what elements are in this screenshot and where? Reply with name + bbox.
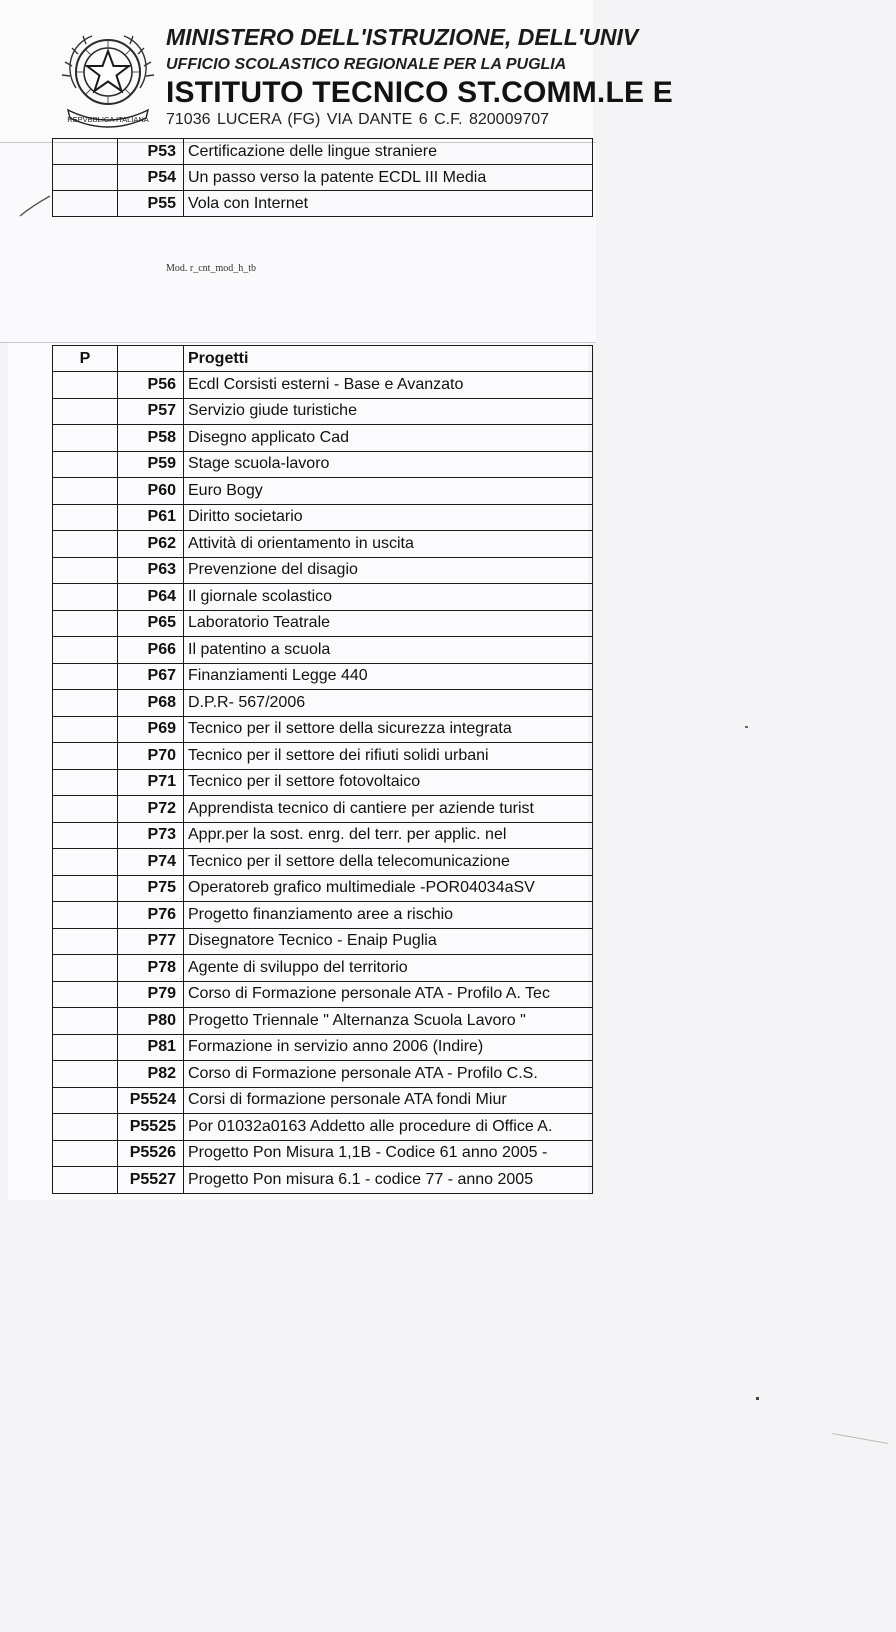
project-name: D.P.R- 567/2006	[184, 690, 593, 717]
projects-table	[52, 345, 593, 1194]
table-row	[53, 1008, 593, 1035]
row-blank-cell	[53, 981, 118, 1008]
project-code: P5525	[118, 1114, 184, 1141]
row-blank-cell	[53, 165, 118, 191]
table-row	[53, 398, 593, 425]
project-name: Por 01032a0163 Addetto alle procedure di Office A.	[184, 1114, 593, 1141]
projects-table-body	[53, 372, 593, 1194]
project-code: P5524	[118, 1087, 184, 1114]
project-code: P58	[118, 425, 184, 452]
project-code: P57	[118, 398, 184, 425]
project-code: P69	[118, 716, 184, 743]
project-name: Operatoreb grafico multimediale -POR04034aSV	[184, 875, 593, 902]
project-code: P5527	[118, 1167, 184, 1194]
row-blank-cell	[53, 610, 118, 637]
project-code: P53	[118, 139, 184, 165]
project-name: Attività di orientamento in uscita	[184, 531, 593, 558]
project-code: P66	[118, 637, 184, 664]
row-blank-cell	[53, 1008, 118, 1035]
row-blank-cell	[53, 769, 118, 796]
top-table-body	[53, 139, 593, 217]
project-name: Euro Bogy	[184, 478, 593, 505]
row-blank-cell	[53, 743, 118, 770]
row-blank-cell	[53, 1034, 118, 1061]
speck	[745, 726, 748, 728]
table-row	[53, 928, 593, 955]
project-code: P81	[118, 1034, 184, 1061]
project-code: P76	[118, 902, 184, 929]
table-row	[53, 1140, 593, 1167]
row-blank-cell	[53, 875, 118, 902]
project-name: Tecnico per il settore fotovoltaico	[184, 769, 593, 796]
table-row	[53, 531, 593, 558]
row-blank-cell	[53, 557, 118, 584]
project-name: Il patentino a scuola	[184, 637, 593, 664]
row-blank-cell	[53, 478, 118, 505]
row-blank-cell	[53, 425, 118, 452]
project-name: Corsi di formazione personale ATA fondi Miur	[184, 1087, 593, 1114]
project-name: Disegnatore Tecnico - Enaip Puglia	[184, 928, 593, 955]
project-name: Prevenzione del disagio	[184, 557, 593, 584]
institute-address: 71036 LUCERA (FG) VIA DANTE 6 C.F. 820009707	[166, 111, 550, 128]
institute-name: ISTITUTO TECNICO ST.COMM.LE E	[166, 76, 673, 109]
project-name: Formazione in servizio anno 2006 (Indire)	[184, 1034, 593, 1061]
ministry-title: MINISTERO DELL'ISTRUZIONE, DELL'UNIV	[166, 24, 639, 50]
project-code: P64	[118, 584, 184, 611]
row-blank-cell	[53, 372, 118, 399]
project-name: Tecnico per il settore della telecomunicazione	[184, 849, 593, 876]
row-blank-cell	[53, 716, 118, 743]
table-row	[53, 743, 593, 770]
table-row	[53, 769, 593, 796]
project-code: P80	[118, 1008, 184, 1035]
project-name: Laboratorio Teatrale	[184, 610, 593, 637]
table-row	[53, 822, 593, 849]
row-blank-cell	[53, 139, 118, 165]
header-code	[118, 346, 184, 372]
project-name: Stage scuola-lavoro	[184, 451, 593, 478]
table-row	[53, 796, 593, 823]
project-code: P56	[118, 372, 184, 399]
project-name: Servizio giude turistiche	[184, 398, 593, 425]
row-blank-cell	[53, 637, 118, 664]
regional-office-title: UFFICIO SCOLASTICO REGIONALE PER LA PUGLIA	[166, 56, 567, 73]
project-code: P65	[118, 610, 184, 637]
table-row	[53, 372, 593, 399]
project-name: Il giornale scolastico	[184, 584, 593, 611]
speck	[756, 1397, 759, 1400]
table-row	[53, 584, 593, 611]
row-blank-cell	[53, 663, 118, 690]
row-blank-cell	[53, 1087, 118, 1114]
table-row	[53, 504, 593, 531]
table-row	[53, 690, 593, 717]
table-row	[53, 663, 593, 690]
table-row	[53, 139, 593, 165]
row-blank-cell	[53, 928, 118, 955]
project-code: P59	[118, 451, 184, 478]
project-code: P70	[118, 743, 184, 770]
table-row	[53, 902, 593, 929]
table-row	[53, 849, 593, 876]
project-name: Progetto Triennale " Alternanza Scuola Lavoro "	[184, 1008, 593, 1035]
table-row	[53, 451, 593, 478]
project-code: P62	[118, 531, 184, 558]
project-code: P72	[118, 796, 184, 823]
project-code: P63	[118, 557, 184, 584]
project-code: P74	[118, 849, 184, 876]
table-row	[53, 1034, 593, 1061]
row-blank-cell	[53, 690, 118, 717]
project-code: P54	[118, 165, 184, 191]
paper-tear-line	[0, 342, 596, 343]
row-blank-cell	[53, 191, 118, 217]
project-code: P82	[118, 1061, 184, 1088]
form-model-label: Mod. r_cnt_mod_h_tb	[166, 263, 256, 274]
table-row	[53, 637, 593, 664]
project-code: P61	[118, 504, 184, 531]
row-blank-cell	[53, 398, 118, 425]
emblem-ribbon-text: REPVBBLICA ITALIANA	[67, 115, 149, 124]
row-blank-cell	[53, 822, 118, 849]
table-row	[53, 610, 593, 637]
project-name: Tecnico per il settore dei rifiuti solidi urbani	[184, 743, 593, 770]
table-row	[53, 191, 593, 217]
row-blank-cell	[53, 504, 118, 531]
project-name: Corso di Formazione personale ATA - Profilo A. Tec	[184, 981, 593, 1008]
table-row	[53, 875, 593, 902]
row-blank-cell	[53, 1061, 118, 1088]
project-code: P55	[118, 191, 184, 217]
project-code: P75	[118, 875, 184, 902]
project-name: Ecdl Corsisti esterni - Base e Avanzato	[184, 372, 593, 399]
republic-emblem-logo	[58, 26, 158, 134]
project-name: Finanziamenti Legge 440	[184, 663, 593, 690]
project-name: Corso di Formazione personale ATA - Profilo C.S.	[184, 1061, 593, 1088]
project-code: P5526	[118, 1140, 184, 1167]
table-row	[53, 1114, 593, 1141]
table-row	[53, 557, 593, 584]
table-row	[53, 955, 593, 982]
project-code: P67	[118, 663, 184, 690]
row-blank-cell	[53, 584, 118, 611]
project-name: Appr.per la sost. enrg. del terr. per applic. nel	[184, 822, 593, 849]
project-code: P71	[118, 769, 184, 796]
header-progetti: Progetti	[184, 346, 593, 372]
project-name: Progetto finanziamento aree a rischio	[184, 902, 593, 929]
project-code: P68	[118, 690, 184, 717]
project-name: Diritto societario	[184, 504, 593, 531]
table-row	[53, 981, 593, 1008]
table-row	[53, 478, 593, 505]
top-projects-table	[52, 138, 593, 217]
table-row	[53, 425, 593, 452]
project-name: Progetto Pon Misura 1,1B - Codice 61 anno 2005 -	[184, 1140, 593, 1167]
table-row	[53, 1167, 593, 1194]
table-header-row	[53, 346, 593, 372]
project-code: P73	[118, 822, 184, 849]
table-row	[53, 1061, 593, 1088]
project-code: P77	[118, 928, 184, 955]
project-code: P78	[118, 955, 184, 982]
table-row	[53, 716, 593, 743]
project-name: Certificazione delle lingue straniere	[184, 139, 593, 165]
project-name: Progetto Pon misura 6.1 - codice 77 - anno 2005	[184, 1167, 593, 1194]
project-name: Un passo verso la patente ECDL III Media	[184, 165, 593, 191]
project-name: Vola con Internet	[184, 191, 593, 217]
project-name: Tecnico per il settore della sicurezza integrata	[184, 716, 593, 743]
row-blank-cell	[53, 451, 118, 478]
row-blank-cell	[53, 1140, 118, 1167]
header-p: P	[53, 346, 118, 372]
row-blank-cell	[53, 1114, 118, 1141]
row-blank-cell	[53, 1167, 118, 1194]
project-code: P79	[118, 981, 184, 1008]
row-blank-cell	[53, 531, 118, 558]
row-blank-cell	[53, 849, 118, 876]
table-row	[53, 1087, 593, 1114]
project-code: P60	[118, 478, 184, 505]
pen-mark	[16, 190, 56, 220]
row-blank-cell	[53, 955, 118, 982]
project-name: Apprendista tecnico di cantiere per aziende turist	[184, 796, 593, 823]
row-blank-cell	[53, 902, 118, 929]
row-blank-cell	[53, 796, 118, 823]
project-name: Disegno applicato Cad	[184, 425, 593, 452]
project-name: Agente di sviluppo del territorio	[184, 955, 593, 982]
table-row	[53, 165, 593, 191]
speck	[832, 1433, 887, 1444]
